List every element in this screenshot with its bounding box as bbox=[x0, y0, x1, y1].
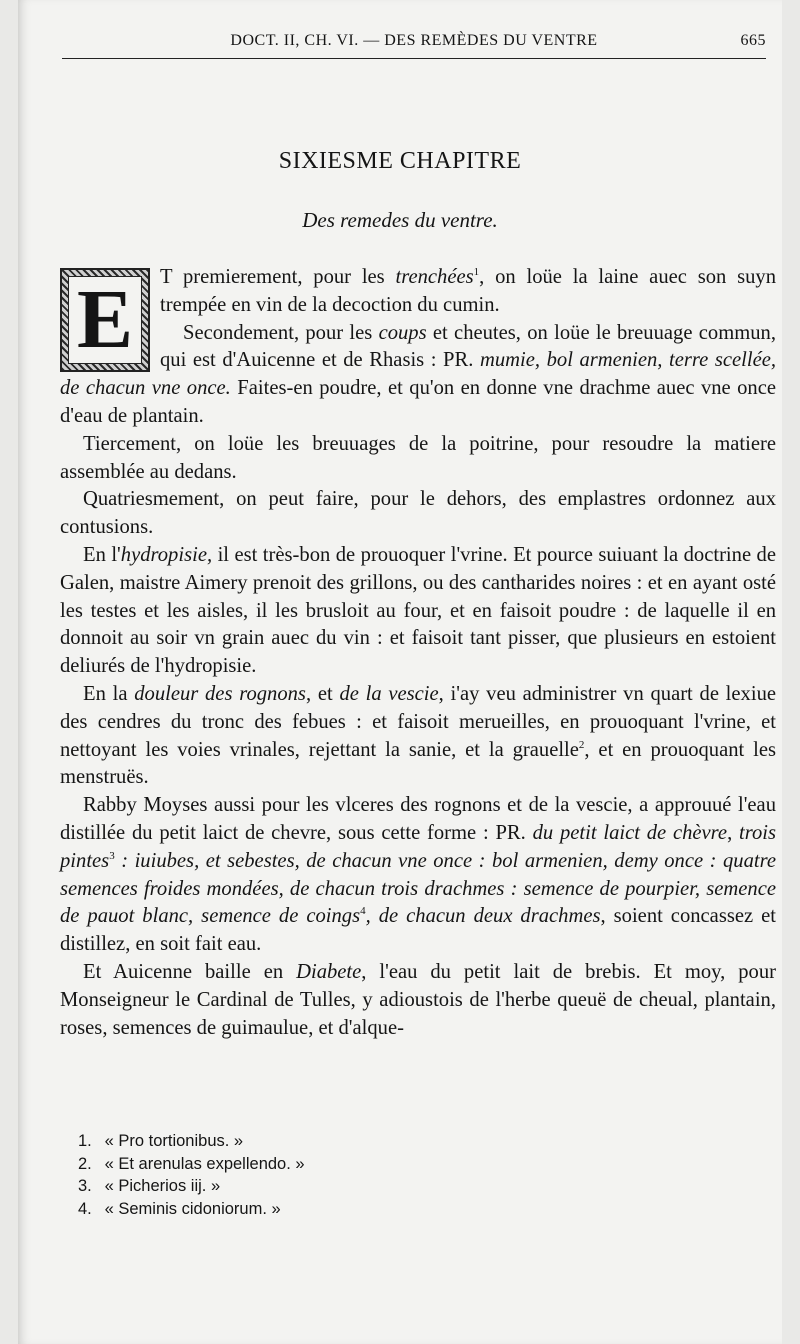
paragraph-3: Tiercement, on loüe les breuuages de la poitrine, pour resoudre la matiere assemblée au dedans. bbox=[60, 432, 776, 483]
footnotes bbox=[78, 1130, 758, 1220]
footnote-text: « Picherios iij. » bbox=[104, 1177, 221, 1195]
chapter-subtitle: Des remedes du ventre. bbox=[302, 208, 498, 232]
paragraph-8 bbox=[60, 959, 776, 1042]
text-run: et cheutes, on loüe le breuuage commun, qui est d'Auicenne et de Rhasis : PR. bbox=[160, 321, 776, 372]
footnote bbox=[78, 1198, 758, 1221]
italic-run: mumie, bol armenien, terre scellée, de chacun vne once. bbox=[60, 349, 777, 400]
text-run: Faites-en poudre, et qu'on en donne vne drachme auec vne once d'eau de plantain. bbox=[60, 377, 777, 427]
paragraph-2 bbox=[60, 320, 776, 431]
running-head bbox=[62, 28, 766, 59]
footnote-ref: 1 bbox=[473, 266, 480, 279]
paragraph-4: Quatriesmement, on peut faire, pour le dehors, des emplastres ordonnez aux contusions. bbox=[60, 488, 776, 539]
italic-run: Diabete bbox=[296, 960, 362, 983]
footnote-text: « Pro tortionibus. » bbox=[104, 1132, 244, 1150]
footnote-ref: 2 bbox=[578, 738, 585, 751]
page-number: 665 bbox=[740, 32, 766, 49]
italic-run: trenchées bbox=[395, 266, 474, 288]
footnote bbox=[78, 1175, 758, 1198]
text-run: T premierement, pour les bbox=[160, 266, 396, 288]
text-run: , l'eau du petit lait de brebis. Et moy, pour Monseigneur le Cardinal de Tulles, y adioustois de l'herbe queuë de cheual, plantain, roses, semences de guimaulue, et d'alque- bbox=[60, 960, 776, 1039]
text-run: il est très-bon de prouoquer l'vrine. Et pource suiuant la doctrine de Galen, maistre Aimery prenoit des grillons, ou des cantharides noires : et en ayant osté les testes et les aisles, il les brusloit au four, et en faisoit poudre : de laquelle il en donnoit au soir vn grain auec du vin : et faisoit tant pisser, que plusieurs en estoient deliurés de l'hydropisie. bbox=[60, 543, 776, 678]
running-title: DOCT. II, CH. VI. — DES REMÈDES DU VENTRE bbox=[230, 32, 598, 49]
text-run: , et en prouoquant les menstruës. bbox=[60, 738, 776, 789]
text-run: En l' bbox=[83, 543, 121, 566]
italic-run: du petit laict de chèvre bbox=[532, 821, 728, 844]
footnote-text: « Seminis cidoniorum. » bbox=[104, 1199, 281, 1218]
italic-run: coups bbox=[378, 321, 427, 344]
text-run: Et Auicenne baille en bbox=[83, 960, 297, 983]
footnote bbox=[78, 1130, 758, 1153]
text-run: , bbox=[727, 821, 739, 844]
paragraph-6 bbox=[60, 681, 776, 792]
footnote-text: « Et arenulas expellendo. » bbox=[104, 1154, 305, 1173]
paragraph-5 bbox=[60, 542, 776, 681]
italic-run: : iuiubes, et sebestes, de chacun vne once : bol armenien, demy once : quatre semences froides mondées, de chacun trois drachmes : semence de pourpier, semence de pauot blanc, semence de coings bbox=[60, 849, 776, 928]
footnote-number: 1. bbox=[78, 1132, 92, 1150]
footnote-number: 3. bbox=[78, 1177, 92, 1195]
text-run: Rabby Moyses aussi pour les vlceres des rognons et de la vescie, a approuué l'eau distillée du petit laict de chevre, sous cette forme : PR. bbox=[60, 794, 776, 844]
text-run: , et bbox=[305, 682, 340, 705]
text-run: , on loüe la laine auec son suyn trempée en vin de la decoction du cumin. bbox=[160, 266, 776, 316]
italic-run: de la vescie bbox=[339, 682, 439, 705]
paragraph-7 bbox=[60, 792, 776, 959]
text-run: Secondement, pour les bbox=[183, 321, 379, 344]
ornamental-initial-icon bbox=[60, 268, 150, 372]
footnote-ref: 4 bbox=[360, 905, 366, 918]
italic-run: trois pintes bbox=[60, 821, 777, 872]
body-text bbox=[60, 264, 776, 1042]
italic-run: douleur des rognons bbox=[134, 682, 306, 705]
text-run: En la bbox=[83, 682, 135, 705]
footnote-number: 2. bbox=[78, 1154, 92, 1173]
text-run: , i'ay veu administrer vn quart de lexiue des cendres du tronc des febues : et faisoit merueilles, en prouoquant l'vrine, et nettoyant les voies vrinales, rejettant la sanie, et la grauelle bbox=[60, 682, 777, 761]
text-run: , soient concassez et distillez, en soit fait eau. bbox=[60, 905, 776, 956]
footnote bbox=[78, 1153, 758, 1176]
footnote-ref: 3 bbox=[109, 849, 115, 862]
dropcap-letter: E bbox=[68, 276, 142, 364]
chapter-title: SIXIESME CHAPITRE bbox=[278, 148, 522, 174]
italic-run: , de chacun deux drachmes bbox=[365, 905, 601, 928]
italic-run: hydropisie, bbox=[120, 543, 213, 566]
book-page bbox=[18, 0, 782, 1344]
footnote-number: 4. bbox=[78, 1199, 92, 1218]
